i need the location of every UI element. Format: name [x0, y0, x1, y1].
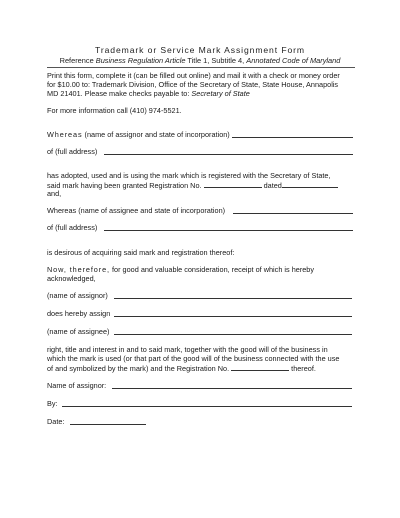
- form-reference: [0, 56, 400, 65]
- adopted-line-3: and,: [47, 189, 62, 198]
- right-title-line-2: which the mark is used (or that part of the good will of the business connected with the use: [47, 354, 340, 363]
- assignee-address-label: of (full address): [47, 223, 98, 232]
- instructions-line-1: Print this form, complete it (can be filled out online) and mail it with a check or money order: [47, 71, 340, 80]
- reference-law: Business Regulation Article: [95, 56, 186, 65]
- assignee-state-field[interactable]: [233, 213, 353, 214]
- whereas-word: Whereas: [47, 130, 83, 139]
- assignor-name-field[interactable]: [114, 298, 352, 299]
- instructions-line-3: [47, 89, 359, 98]
- instructions-payee: Secretary of State: [191, 89, 250, 98]
- instructions-line-3-text: MD 21401. Please make checks payable to:: [47, 89, 192, 98]
- reference-code: Annotated Code of Maryland: [246, 56, 341, 65]
- signature-date-label: Date:: [47, 417, 65, 426]
- instructions-line-2: for $10.00 to: Trademark Division, Office of the Secretary of State, State House, Annapolis: [47, 80, 339, 89]
- signature-date-field[interactable]: [70, 424, 146, 425]
- assignor-name-label: (name of assignor): [47, 291, 108, 300]
- assigned-registration-number-field[interactable]: [231, 363, 289, 371]
- signature-name-field[interactable]: [112, 388, 352, 389]
- signature-by-field[interactable]: [62, 406, 352, 407]
- assignee-name-field[interactable]: [114, 334, 352, 335]
- reference-prefix: Reference: [59, 56, 96, 65]
- adopted-dated-text: dated: [261, 181, 282, 190]
- adopted-registration-text: said mark having been granted Registration No.: [47, 181, 204, 190]
- assignor-state-field[interactable]: [232, 137, 353, 138]
- assignee-name-label: (name of assignee): [47, 327, 110, 336]
- form-title: Trademark or Service Mark Assignment Form: [95, 45, 305, 55]
- signature-name-label: Name of assignor:: [47, 381, 107, 390]
- whereas-assignor-text: (name of assignor and state of incorporation): [82, 130, 230, 139]
- assign-label: does hereby assign: [47, 309, 111, 318]
- adopted-line-1: has adopted, used and is using the mark which is registered with the Secretary of State,: [47, 171, 331, 180]
- header-divider: [47, 67, 355, 68]
- registration-number-field[interactable]: [204, 180, 262, 188]
- right-thereof-text: thereof.: [289, 364, 316, 373]
- assignee-address-field[interactable]: [104, 230, 353, 231]
- assignor-address-label: of (full address): [47, 147, 98, 156]
- assign-field[interactable]: [114, 316, 352, 317]
- now-therefore-text: for good and valuable consideration, receipt of which is hereby: [109, 265, 315, 274]
- desirous-text: is desirous of acquiring said mark and registration thereof:: [47, 248, 235, 257]
- whereas-assignee-label: Whereas (name of assignee and state of incorporation): [47, 206, 226, 215]
- now-therefore-line-2: acknowledged,: [47, 274, 96, 283]
- now-therefore-line-1: [47, 265, 359, 274]
- signature-by-label: By:: [47, 399, 58, 408]
- now-therefore-word: Now, therefore,: [47, 265, 110, 274]
- right-registration-text: of and symbolized by the mark) and the Registration No.: [47, 364, 232, 373]
- info-text: For more information call (410) 974-5521.: [47, 106, 182, 115]
- right-title-line-1: right, title and interest in and to said mark, together with the good will of the business in: [47, 345, 328, 354]
- assignor-address-field[interactable]: [104, 154, 353, 155]
- registration-date-field[interactable]: [282, 180, 338, 188]
- reference-middle: Title 1, Subtitle 4,: [185, 56, 247, 65]
- right-title-line-3: [47, 363, 359, 373]
